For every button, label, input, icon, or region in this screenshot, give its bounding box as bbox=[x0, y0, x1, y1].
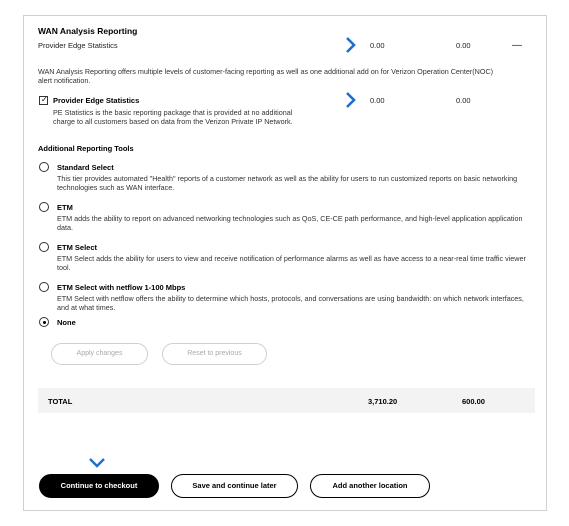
save-and-continue-later-button[interactable]: Save and continue later bbox=[171, 474, 298, 498]
checkmark-icon: ✓ bbox=[41, 95, 48, 104]
provider-edge-value-2: 0.00 bbox=[456, 96, 471, 105]
collapse-dash[interactable]: — bbox=[512, 40, 522, 51]
reset-to-previous-button[interactable]: Reset to previous bbox=[162, 343, 267, 365]
provider-edge-value-1: 0.00 bbox=[370, 96, 385, 105]
option-description: ETM Select adds the ability for users to view and receive notification of performance alarms as well as have access to a near-real time traffic viewer tool. bbox=[57, 254, 526, 272]
tools-heading: Additional Reporting Tools bbox=[38, 144, 134, 153]
radio-none[interactable] bbox=[39, 317, 49, 327]
radio-etm[interactable] bbox=[39, 202, 49, 212]
total-bar bbox=[38, 388, 535, 413]
option-label: ETM Select bbox=[57, 243, 98, 252]
option-label: None bbox=[57, 318, 76, 327]
row-label: Provider Edge Statistics bbox=[38, 41, 118, 50]
radio-standard-select[interactable] bbox=[39, 162, 49, 172]
option-label: ETM Select with netflow 1-100 Mbps bbox=[57, 283, 186, 292]
row-value-1: 0.00 bbox=[370, 41, 385, 50]
apply-changes-button[interactable]: Apply changes bbox=[51, 343, 148, 365]
continue-to-checkout-button[interactable]: Continue to checkout bbox=[39, 474, 159, 498]
chevron-right-icon[interactable] bbox=[345, 92, 357, 108]
option-label: ETM bbox=[57, 203, 73, 212]
provider-edge-label: Provider Edge Statistics bbox=[53, 96, 140, 105]
radio-etm-select[interactable] bbox=[39, 242, 49, 252]
section-intro: WAN Analysis Reporting offers multiple levels of customer-facing reporting as well as one additional add on for Verizon Operation Center(NOC) alert notification. bbox=[38, 67, 494, 85]
option-description: ETM adds the ability to report on advanced networking technologies such as QoS, CE-CE path performance, and high-level application application data. bbox=[57, 214, 523, 232]
section-title: WAN Analysis Reporting bbox=[38, 26, 138, 36]
option-label: Standard Select bbox=[57, 163, 114, 172]
add-another-location-button[interactable]: Add another location bbox=[310, 474, 430, 498]
radio-etm-select-netflow[interactable] bbox=[39, 282, 49, 292]
provider-edge-checkbox[interactable] bbox=[39, 96, 48, 105]
total-label: TOTAL bbox=[48, 397, 73, 406]
provider-edge-description: PE Statistics is the basic reporting package that is provided at no additional charge to all customers based on data from the Verizon Private IP Network. bbox=[53, 108, 293, 126]
chevron-down-icon[interactable] bbox=[89, 458, 105, 468]
total-value-2: 600.00 bbox=[462, 397, 485, 406]
option-description: This tier provides automated "Health" reports of a customer network as well as the ability for users to run customized reports on basic networking technologies such as WAN interface. bbox=[57, 174, 518, 192]
total-value-1: 3,710.20 bbox=[368, 397, 398, 406]
row-value-2: 0.00 bbox=[456, 41, 471, 50]
chevron-right-icon[interactable] bbox=[345, 37, 357, 53]
option-description: ETM Select with netflow offers the ability to determine which hosts, protocols, and conversations are using bandwidth: on which network interfaces, and at what times. bbox=[57, 294, 524, 312]
